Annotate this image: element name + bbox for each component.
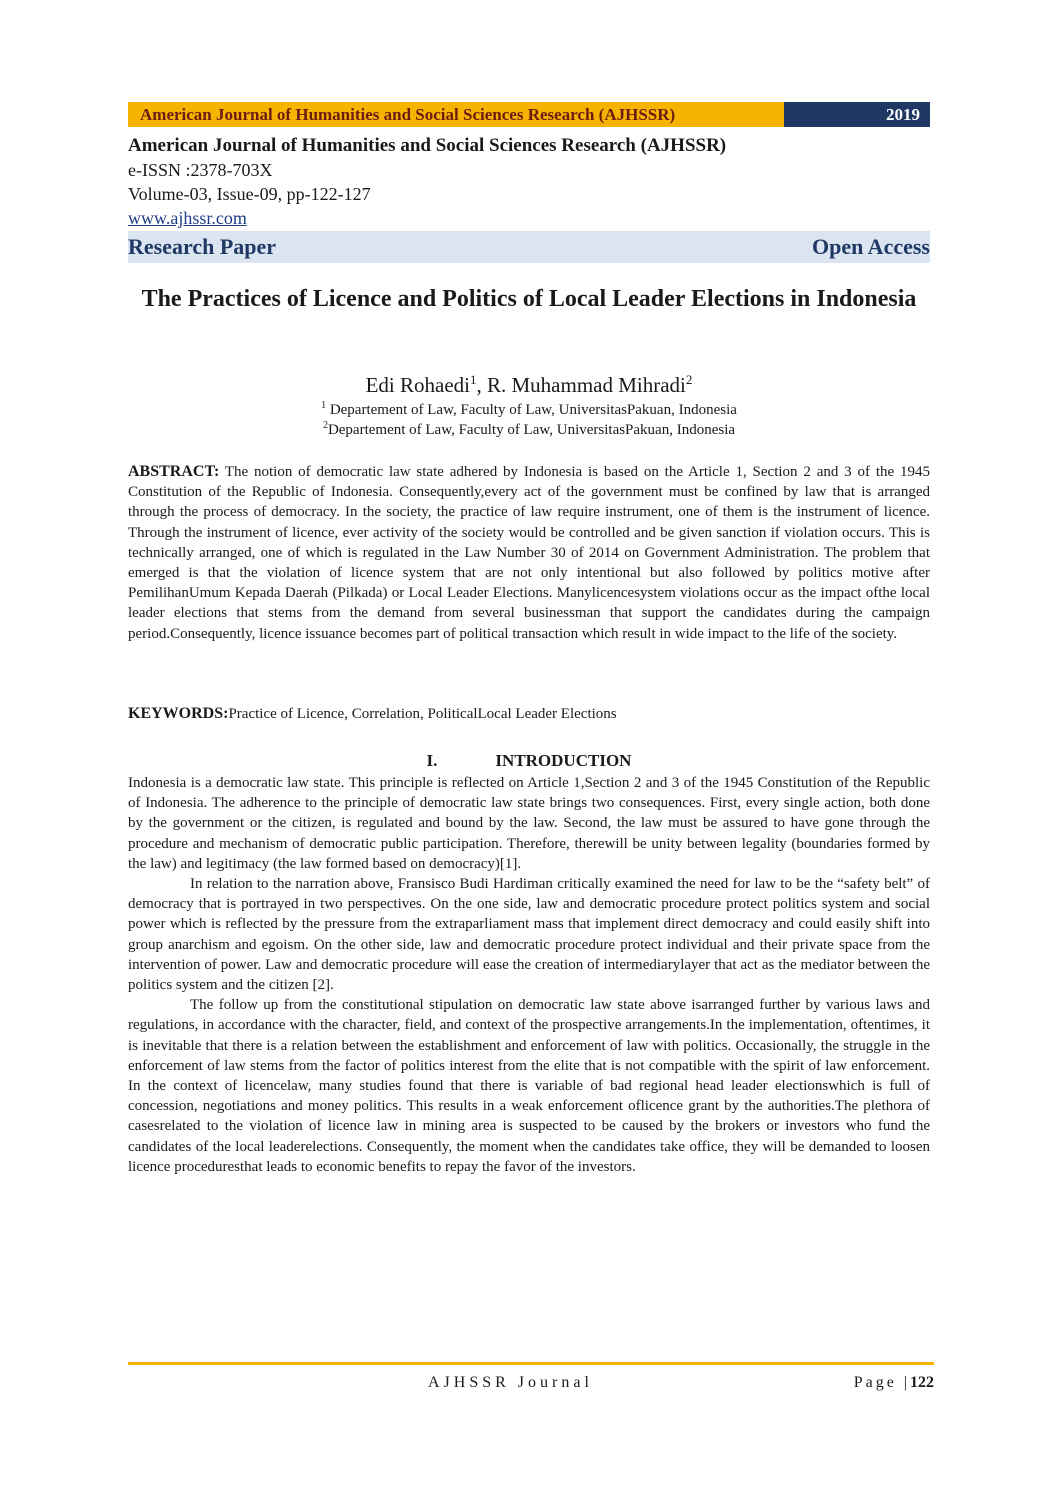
section-title: INTRODUCTION [495,751,632,770]
abstract-label: ABSTRACT: [128,463,220,480]
footer-page [854,1374,934,1392]
running-header [128,102,930,127]
body-paragraph: Indonesia is a democratic law state. This principle is reflected on Article 1,Section 2 and 3 of the 1945 Constitution of the Republic of Indonesia. The adherence to the principle of democratic law state brings two consequences. First, every single action, both done by the government or the citizen, is regulated and bound by the law. Second, the law must be assured to have gone through the procedure and mechanism of democratic public participation. Therefore, therewill be unity between legality (boundaries formed by the law) and legitimacy (the law formed based on democracy)[1]. [128,775,930,872]
running-header-year: 2019 [784,102,930,127]
journal-website-link[interactable]: www.ajhssr.com [128,208,247,228]
author-name: Edi Rohaedi [365,373,470,397]
paper-title: The Practices of Licence and Politics of Local Leader Elections in Indonesia [141,286,917,312]
affiliation-sup: 2 [322,420,328,431]
issn: e-ISSN :2378-703X [128,160,273,180]
affiliation [128,416,930,440]
journal-meta [128,134,930,230]
affiliation-text: Departement of Law, Faculty of Law, UniversitasPakuan, Indonesia [329,402,737,418]
author-sup: 1 [470,372,477,387]
affiliation-sup: 1 [321,400,327,411]
author-sup: 2 [685,372,693,387]
author-list [128,366,930,399]
journal-title: American Journal of Humanities and Social Sciences Research (AJHSSR) [128,135,727,156]
body-paragraph: In relation to the narration above, Fransisco Budi Hardiman critically examined the need for law to be the “safety belt” of democracy that is portrayed in two perspectives. On the one side, law and democratic procedure protect politics system and social power which is reflected by the pressure from the extraparliament mass that implement direct democracy and could easily shift into group anarchism and egoism. On the other side, law and democratic procedure protect individual and their private space from the intervention of power. Law and democratic procedure will ease the creation of intermediarylayer that act as the mediator between the politics system and the citizen [2]. [128,876,930,994]
author-separator: , [476,373,487,397]
abstract-text: The notion of democratic law state adhered by Indonesia is based on the Article 1, Section 2 and 3 of the 1945 Constitution of the Republic of Indonesia. Consequently,every act of the government must be confined by law that is arranged through the process of democracy. In the society, the practice of law require instrument, one of them is the instrument of licence. Through the instrument of licence, ever activity of the society would be controlled and be given sanction if violation occurs. This is technically arranged, one of which is regulated in the Law Number 30 of 2014 on Government Administration. The problem that emerged is that the violation of licence system that are not only intentional but also followed by politics motive after PemilihanUmum Kepada Daerah (Pilkada) or Local Leader Elections. Manylicencesystem violations occur as the impact ofthe local leader elections that stems from the demand from several businessman that support the candidates during the campaign period.Consequently, licence issuance becomes part of political transaction which result in wide impact to the life of the society. [128,464,930,642]
page-footer [128,1374,934,1398]
paper-type-bar [128,231,930,263]
keywords-label: KEYWORDS: [128,705,229,722]
keywords [128,704,930,724]
section-heading [128,750,930,772]
footer-journal: AJHSSR Journal [428,1374,593,1391]
access-type: Open Access [812,234,930,259]
body-paragraph: The follow up from the constitutional stipulation on democratic law state above isarranged further by various laws and regulations, in accordance with the character, field, and context of the prospective arrangements.In the implementation, oftentimes, it is inevitable that there is a relation between the establishment and enforcement of law with politics. Occasionally, the struggle in the enforcement of law stems from the factor of politics interest from the elite that is not compatible with the spirit of law enforcement. In the context of licencelaw, many studies found that there is variable of bad regional head leader electionswhich is full of concession, negotiations and money politics. This results in a weak enforcement oflicence grant by the authorities.The plethora of casesrelated to the violation of licence law in mining area is suspected to be caused by the brokers or investors who fund the candidates of the local leaderelections. Consequently, the moment when the candidates take office, they will be demanded to loosen licence proceduresthat leads to economic benefits to repay the favor of the investors. [128,997,930,1175]
keywords-text: Practice of Licence, Correlation, PoliticalLocal Leader Elections [228,706,617,722]
section-number: I. [426,751,438,770]
volume-info: Volume-03, Issue-09, pp-122-127 [128,184,371,204]
introduction-body [128,773,930,1177]
footer-page-label: Page | [853,1374,910,1391]
running-header-journal: American Journal of Humanities and Social Sciences Research (AJHSSR) [128,102,784,127]
author-name: R. Muhammad Mihradi [487,373,686,397]
abstract [128,462,930,644]
footer-page-number: 122 [910,1374,934,1391]
affiliation-text: Departement of Law, Faculty of Law, UniversitasPakuan, Indonesia [327,422,736,438]
paper-type: Research Paper [128,234,277,259]
footer-divider [128,1362,934,1365]
